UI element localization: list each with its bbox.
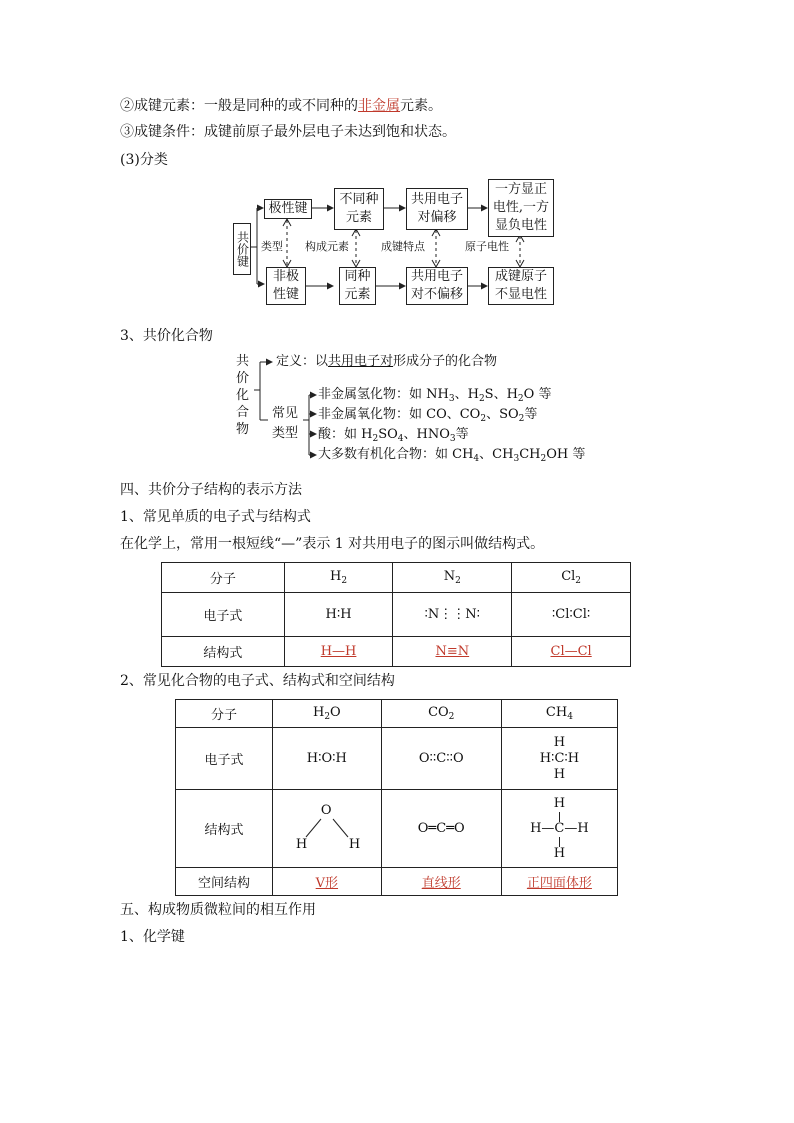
- types-label-2: 类型: [272, 426, 299, 441]
- label-charge: 原子电性: [465, 240, 509, 253]
- s: 4: [567, 712, 573, 722]
- s: 2: [324, 712, 331, 722]
- t: 酸：如 H: [318, 427, 373, 442]
- compound-type-organic: [318, 445, 585, 469]
- ch4-s-vbar: [502, 811, 617, 821]
- ch4-s-mid: H—C—H: [530, 821, 589, 836]
- def-suffix: 形成分子的化合物: [393, 354, 498, 369]
- s: 2: [518, 414, 525, 424]
- structure-ch4: [501, 790, 617, 868]
- s: 3: [448, 394, 455, 404]
- spatial-ch4: 正四面体形: [501, 868, 617, 896]
- s: 2: [341, 576, 348, 586]
- label-element: 构成元素: [305, 240, 349, 253]
- t: CH: [519, 447, 541, 462]
- s: 2: [517, 394, 524, 404]
- mol-ch4: [501, 700, 617, 728]
- ch4-e-mid: H∶C∶H: [539, 750, 580, 766]
- mol-h2o: [273, 700, 382, 728]
- box-shared-pair-shift: 共用电子对偏移: [406, 188, 468, 230]
- mol-cl2: [512, 563, 631, 593]
- t: 、HNO: [403, 427, 450, 442]
- table-elements: [161, 562, 631, 667]
- def-prefix: 定义：以: [276, 354, 329, 369]
- label-feature: 成键特点: [381, 240, 425, 253]
- s: 4: [397, 434, 404, 444]
- box-same-elements: 同种元素: [339, 267, 376, 305]
- def-underline: 共用电子对: [328, 354, 394, 369]
- t: 等: [455, 427, 469, 442]
- section4-desc: 在化学上，常用一根短线“—”表示 1 对共用电子的图示叫做结构式。: [120, 536, 545, 552]
- ch4-e-top: H: [553, 734, 566, 750]
- s: 2: [540, 454, 547, 464]
- s: 2: [480, 414, 487, 424]
- s: 2: [372, 434, 379, 444]
- t: N: [443, 569, 456, 584]
- t: H: [312, 705, 325, 720]
- water-o: O: [320, 802, 332, 818]
- t: O: [330, 705, 341, 720]
- label-type: 类型: [261, 240, 283, 253]
- s: 2: [478, 394, 485, 404]
- s: 2: [455, 576, 461, 586]
- t: CH: [545, 705, 568, 720]
- t: H: [330, 569, 342, 584]
- compound-definition: [276, 352, 497, 372]
- box-polar-bond: 极性键: [264, 199, 312, 219]
- s: 3: [449, 434, 456, 444]
- structure-co2: O═C═O: [381, 790, 501, 868]
- types-label-1: 常见: [272, 406, 299, 421]
- line-prefix: ②成键元素：一般是同种的或不同种的: [120, 98, 358, 114]
- s: 2: [448, 712, 455, 722]
- structure-n2: N≡N: [393, 637, 512, 667]
- ch4-s-bot: H: [553, 846, 566, 861]
- table-row: [176, 790, 618, 868]
- t: 非金属氢化物：如 NH: [318, 387, 449, 402]
- ch4-s-vbar: [502, 836, 617, 846]
- electron-h2o: H∶O∶H: [273, 728, 382, 790]
- header-structure: 结构式: [176, 790, 273, 868]
- electron-ch4: [501, 728, 617, 790]
- line-classification: (3)分类: [120, 152, 168, 168]
- s: 4: [473, 454, 480, 464]
- box-one-side-charged: 一方显正电性,一方显负电性: [488, 179, 554, 237]
- table-compounds: [175, 699, 618, 896]
- t: 大多数有机化合物：如 CH: [318, 447, 474, 462]
- t: 、H: [454, 387, 479, 402]
- water-structure: [292, 801, 362, 857]
- section4-sub2: 2、常见化合物的电子式、结构式和空间结构: [120, 673, 395, 689]
- electron-co2: O∶∶C∶∶O: [381, 728, 501, 790]
- header-molecule: 分子: [162, 563, 285, 593]
- line-bond-condition: ③成键条件：成键前原子最外层电子未达到饱和状态。: [120, 124, 456, 140]
- section5-title: 五、构成物质微粒间的相互作用: [120, 902, 316, 918]
- section4-sub1: 1、常见单质的电子式与结构式: [120, 509, 311, 525]
- header-electron: 电子式: [176, 728, 273, 790]
- section3-title: 3、共价化合物: [120, 328, 213, 344]
- mol-co2: [381, 700, 501, 728]
- structure-h2o: [273, 790, 382, 868]
- ch4-s-top: H: [553, 796, 566, 811]
- box-covalent-bond-label: 共价键: [235, 231, 250, 267]
- box-nonpolar-bond: 非极性键: [266, 267, 306, 305]
- table-row: [162, 637, 631, 667]
- t: SO: [378, 427, 398, 442]
- water-h2: H: [348, 836, 361, 852]
- t: 、SO: [486, 407, 519, 422]
- electron-h2: H∶H: [284, 593, 393, 637]
- box-no-charge: 成键原子不显电性: [488, 267, 554, 305]
- spatial-h2o: V形: [273, 868, 382, 896]
- t: 非金属氧化物：如 CO、CO: [318, 407, 481, 422]
- spatial-co2: 直线形: [381, 868, 501, 896]
- header-structure: 结构式: [162, 637, 285, 667]
- t: S、H: [484, 387, 518, 402]
- t: CO: [428, 705, 449, 720]
- t: 、CH: [479, 447, 514, 462]
- table-row: [176, 868, 618, 896]
- structure-h2: H—H: [284, 637, 393, 667]
- electron-cl2: ∶Cl∶Cl∶: [512, 593, 631, 637]
- header-electron: 电子式: [162, 593, 285, 637]
- table-row: [162, 563, 631, 593]
- t: 等: [524, 407, 538, 422]
- t: Cl: [561, 569, 576, 584]
- section5-sub1: 1、化学键: [120, 929, 185, 945]
- mol-n2: [393, 563, 512, 593]
- mol-h2: [284, 563, 393, 593]
- s: 2: [575, 576, 582, 586]
- header-spatial: 空间结构: [176, 868, 273, 896]
- water-bonds: [292, 801, 362, 857]
- table-row: [162, 593, 631, 637]
- table-row: [176, 728, 618, 790]
- compound-root: 共价化合物: [236, 354, 250, 437]
- ch4-e-bot: H: [553, 766, 566, 782]
- electron-n2: ∶N⋮⋮N∶: [393, 593, 512, 637]
- table-row: [176, 700, 618, 728]
- water-h1: H: [295, 836, 308, 852]
- line-suffix: 元素。: [400, 98, 442, 114]
- structure-cl2: Cl—Cl: [512, 637, 631, 667]
- t: O 等: [523, 387, 552, 402]
- t: OH 等: [546, 447, 586, 462]
- box-shared-pair-noshift: 共用电子对不偏移: [406, 267, 468, 305]
- blank-nonmetal: 非金属: [358, 98, 400, 114]
- s: 3: [513, 454, 520, 464]
- section4-title: 四、共价分子结构的表示方法: [120, 482, 302, 498]
- header-molecule: 分子: [176, 700, 273, 728]
- box-different-elements: 不同种元素: [334, 188, 384, 230]
